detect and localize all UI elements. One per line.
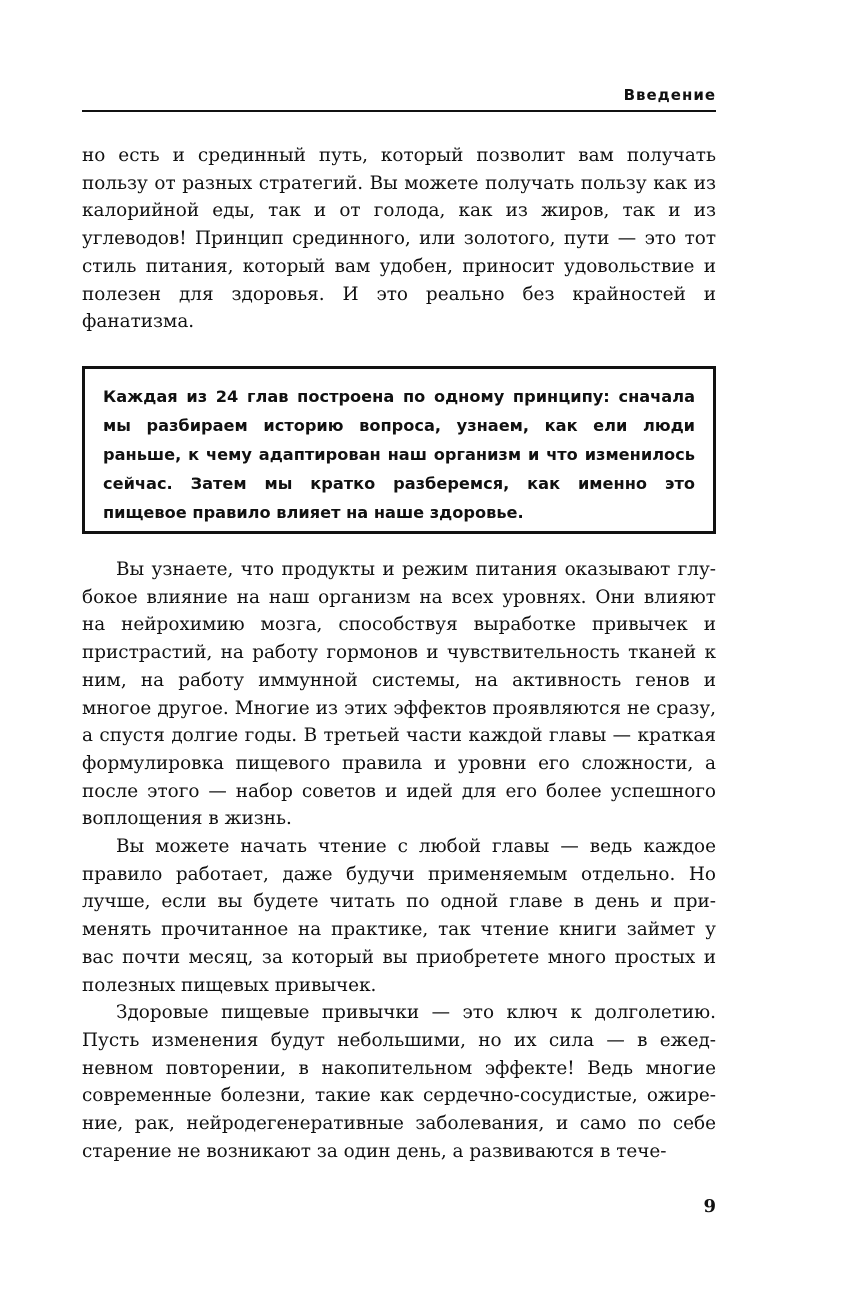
callout-text: Каждая из 24 глав построена по одному принципу: сначала мы разбираем историю вопроса, узнаем, как ели люди раньше, к чему адаптирован наш организм и что изменилось сейчас. Затем мы кратко разберемся, как именно это пищевое правило влияет на наше здоровье. xyxy=(103,387,695,522)
running-head: Введение xyxy=(623,86,716,104)
callout-box xyxy=(82,366,716,534)
paragraph-3: Вы можете начать чтение с любой главы — ведь каждое правило работает, даже будучи применяемым отдельно. Но лучше, если вы будете читать по одной главе в день и применять прочитанное на практике, так чтение книги займет у вас почти месяц, за который вы приобретете много простых и полезных пищевых привычек. xyxy=(82,836,716,996)
header-rule xyxy=(82,110,716,112)
paragraph-4: Здоровые пищевые привычки — это ключ к долголетию. Пусть изменения будут небольшими, но их сила — в ежедневном повторении, в накопительном эффекте! Ведь многие современные болезни, такие как сердечно-сосудистые, ожирение, рак, нейродегенеративные заболевания, и само по себе старение не возникают за один день, а развиваются в тече- xyxy=(82,1002,716,1162)
paragraph-1: но есть и срединный путь, который позволит вам получать пользу от разных стратегий. Вы можете получать пользу как из калорийной еды, так и от голода, как из жиров, так и из углеводов! Принцип срединного, или золотого, пути — это тот стиль питания, который вам удобен, приносит удовольствие и полезен для здоровья. И это реально без крайностей и фанатизма. xyxy=(82,145,716,333)
text-block-main xyxy=(82,556,716,1165)
text-block-top xyxy=(82,142,716,336)
page-number: 9 xyxy=(703,1196,716,1217)
paragraph-2: Вы узнаете, что продукты и режим питания оказывают глубокое влияние на наш организм на всех уровнях. Они влияют на нейрохимию мозга, способствуя выработке привычек и пристрастий, на работу гормонов и чувствительность тканей к ним, на работу иммунной системы, на активность генов и многое другое. Многие из этих эффектов проявляются не сразу, а спустя долгие годы. В третьей части каждой главы — краткая формулировка пищевого правила и уровни его сложности, а после этого — набор советов и идей для его более успешного воплощения в жизнь. xyxy=(82,559,716,830)
